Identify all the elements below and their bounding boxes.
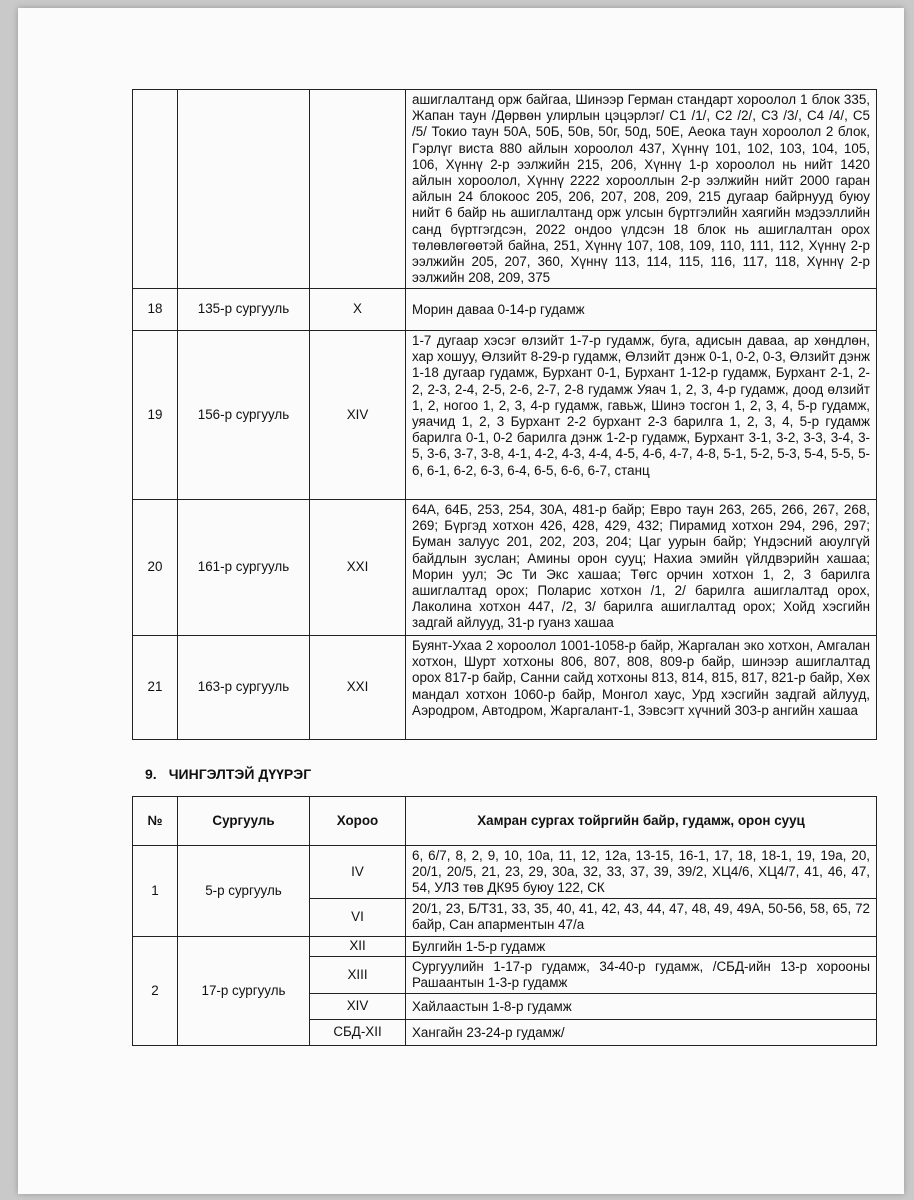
table-row (133, 289, 877, 331)
header-address: Хамран сургах тойргийн байр, гудамж, орон сууц (406, 797, 877, 846)
khoroo-number: XIII (310, 956, 406, 993)
school-name: 135-р сургууль (178, 289, 310, 331)
address-cell: Сургуулийн 1-17-р гудамж, 34-40-р гудамж, /СБД-ийн 13-р хорооны Рашаантын 1-3-р гудамж (406, 956, 877, 993)
khoroo-number: XXI (310, 500, 406, 636)
district-school-table-continued (132, 89, 877, 740)
khoroo-number: X (310, 289, 406, 331)
address-cell: Булгийн 1-5-р гудамж (406, 936, 877, 956)
address-cell: 20/1, 23, Б/Т31, 33, 35, 40, 41, 42, 43, 44, 47, 48, 49, 49А, 50-56, 58, 65, 72 байр, Сан апарментын 47/а (406, 898, 877, 936)
khoroo-number: СБД-XII (310, 1019, 406, 1045)
address-cell: 1-7 дугаар хэсэг өлзийт 1-7-р гудамж, буга, адисын даваа, ар хөндлөн, хар хошуу, Өлзийт 8-29-р гудамж, Өлзийт дэнж 0-1, 0-2, 0-3, Өлзийт дэнж 1-18 дугаар гудамж, Бурхант 0-1, Бурхант 1-12-р гудамж, Бурхант 2-1, 2-2, 2-3, 2-4, 2-5, 2-6, 2-7, 2-8 гудамж Уяач 1, 2, 3, 4-р гудамж, доод өлзийт 1, 2, ногоо 1, 2, 3, 4-р гудамж, гавьж, Шинэ тосгон 1, 2, 3, 4, 5-р гудамж, уяачид 1, 2, 3 Бурхант 2-2 бурхант 2-3 барилга 1, 2, 3, 4, 5-р гудамж барилга 0-1, 0-2 барилга дэнж 1-2-р гудамж, Бурхант 3-1, 3-2, 3-3, 3-4, 3-5, 3-6, 3-7, 3-8, 4-1, 4-2, 4-3, 4-4, 4-5, 4-6, 4-7, 4-8, 5-1, 5-2, 5-3, 5-4, 5-5, 5-6, 6-1, 6-2, 6-3, 6-4, 6-5, 6-6, 6-7, станц (406, 331, 877, 500)
row-number: 18 (133, 289, 178, 331)
section-number: 9. (145, 766, 157, 782)
row-number (133, 90, 178, 289)
table-row (133, 90, 877, 289)
address-cell: Буянт-Ухаа 2 хороолол 1001-1058-р байр, Жаргалан эко хотхон, Амгалан хотхон, Шурт хотхоны 806, 807, 808, 809-р байр, шинээр ашиглалтад орох 817-р байр, Санни сайд хотхоны 813, 814, 815, 817, 821-р байр, Хөх мандал хотхон 1060-р байр, Монгол хаус, Урд хэсгийн задгай айлууд, Аэродром, Автодром, Жаргалант-1, Зэвсэгт хүчний 303-р ангийн хашаа (406, 636, 877, 740)
school-name: 156-р сургууль (178, 331, 310, 500)
table-row (133, 936, 877, 956)
address-cell: Хайлаастын 1-8-р гудамж (406, 993, 877, 1019)
khoroo-number: XIV (310, 993, 406, 1019)
header-khoroo: Хороо (310, 797, 406, 846)
table-row (133, 500, 877, 636)
table-row (133, 331, 877, 500)
address-cell: Морин даваа 0-14-р гудамж (406, 289, 877, 331)
school-name: 5-р сургууль (178, 846, 310, 937)
row-number: 20 (133, 500, 178, 636)
section-title: ЧИНГЭЛТЭЙ ДҮҮРЭГ (168, 766, 312, 782)
chingeltei-district-table (132, 796, 877, 1046)
address-cell: 64А, 64Б, 253, 254, 30А, 481-р байр; Евро таун 263, 265, 266, 267, 268, 269; Бүргэд хотхон 426, 428, 429, 432; Пирамид хотхон 294, 296, 297; Буман залуус 201, 202, 203, 204; Цаг уурын байр; Үндэсний аюулгүй байдлын зуслан; Амины орон сууц; Нахиа эмийн үйлдвэрийн хашаа; Морин уул; Эс Ти Экс хашаа; Төгс орчин хотхон 1, 2, 3 барилга ашиглалтад орох; Поларис хотхон /1, 2/ барилга ашиглалтад орох, Лаколина хотхон 447, /2, 3/ барилга ашиглалтад орох; Хойд хэсгийн задгай айлууд, 31-р гуанз хашаа (406, 500, 877, 636)
school-name: 163-р сургууль (178, 636, 310, 740)
row-number: 19 (133, 331, 178, 500)
table-row (133, 846, 877, 899)
row-number: 1 (133, 846, 178, 937)
header-school: Сургууль (178, 797, 310, 846)
school-name (178, 90, 310, 289)
table-row (133, 636, 877, 740)
khoroo-number: VI (310, 898, 406, 936)
row-number: 2 (133, 936, 178, 1045)
row-number: 21 (133, 636, 178, 740)
address-cell: ашиглалтанд орж байгаа, Шинээр Герман стандарт хороолол 1 блок 335, Жапан таун /Дөрвөн улирлын цэцэрлэг/ C1 /1/, С2 /2/, С3 /3/, С4 /4/, С5 /5/ Токио таун 50А, 50Б, 50в, 50г, 50д, 50Е, Аеока таун хороолол 2 блок, Гэрлүг виста 880 айлын хороолол 437, Хүннү 101, 102, 103, 104, 105, 106, Хүннү 2-р ээлжийн 215, 206, Хүннү 1-р хороолол нь нийт 1420 айлын хороолол, Хүннү 2222 хорооллын 2-р ээлжийн нийт 2000 гаран айлын 24 блокоос 205, 206, 207, 208, 209, 215 дугаар байрнууд буюу нийт 6 байр нь ашиглалтанд орж улсын бүртгэлийн хаягийн мэдээллийн санд бүртгэгдсэн, 2022 ондоо үлдсэн 18 блок нь ашиглалтан орох төлөвлөгөөтэй байна, 251, Хүннү 107, 108, 109, 110, 111, 112, Хүннү 2-р ээлжийн 205, 207, 360, Хүннү 113, 114, 115, 116, 117, 118, Хүннү 2-р ээлжийн 208, 209, 375 (406, 90, 877, 289)
address-cell: Хангайн 23-24-р гудамж/ (406, 1019, 877, 1045)
section-heading (145, 766, 311, 782)
khoroo-number (310, 90, 406, 289)
khoroo-number: XXI (310, 636, 406, 740)
header-number: № (133, 797, 178, 846)
address-cell: 6, 6/7, 8, 2, 9, 10, 10а, 11, 12, 12а, 13-15, 16-1, 17, 18, 18-1, 19, 19а, 20, 20/1, 20/5, 21, 23, 29, 30а, 32, 33, 37, 39, 39/2, ХЦ4/6, ХЦ4/7, 41, 46, 47, 54, УЛЗ төв ДК95 буюу 122, СК (406, 846, 877, 899)
school-name: 17-р сургууль (178, 936, 310, 1045)
school-name: 161-р сургууль (178, 500, 310, 636)
khoroo-number: XIV (310, 331, 406, 500)
table-header-row (133, 797, 877, 846)
khoroo-number: XII (310, 936, 406, 956)
khoroo-number: IV (310, 846, 406, 899)
